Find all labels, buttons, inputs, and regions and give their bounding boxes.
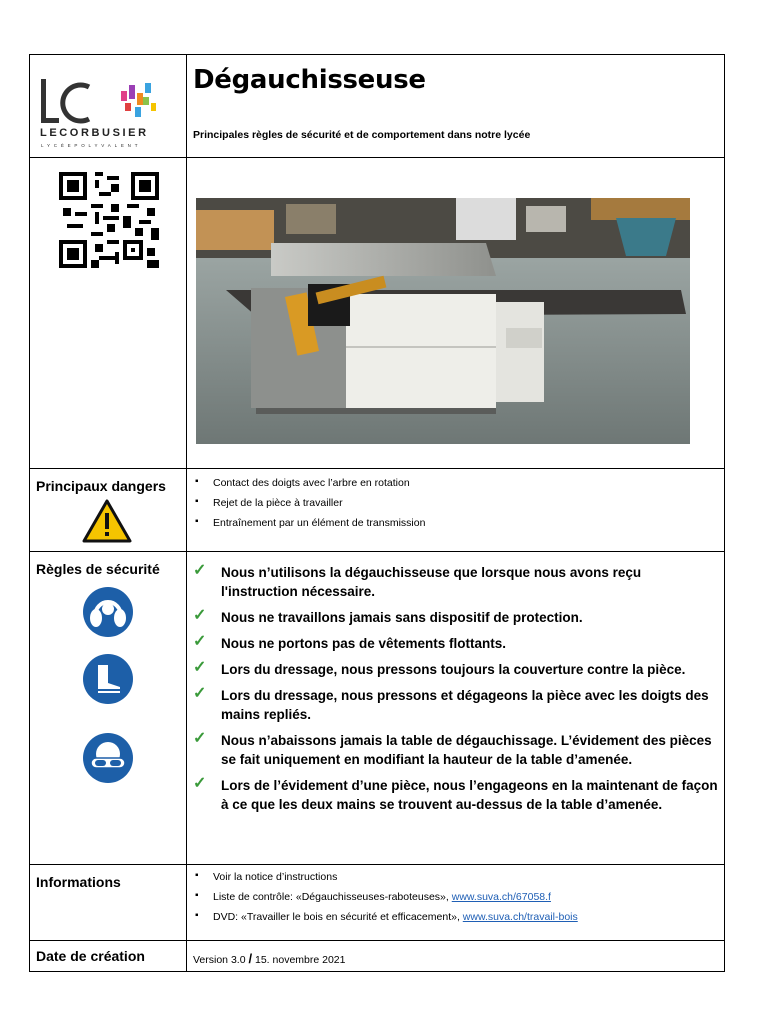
list-item <box>193 731 718 769</box>
planer-machine-photo <box>196 198 690 444</box>
rule-text: Nous n’utilisons la dégauchisseuse que lorsque nous avons reçu l'instruction nécessaire. <box>221 565 642 599</box>
logo-tagline: LYCÉEPOLYVALENT <box>41 143 142 148</box>
check-icon: ✓ <box>193 607 207 624</box>
rules-label-cell <box>30 552 187 865</box>
version-date <box>193 951 724 966</box>
dangers-list <box>193 477 724 529</box>
list-item: ▪ Rejet de la pièce à travailler <box>193 497 724 509</box>
list-item <box>193 776 718 814</box>
dangers-list-cell <box>187 469 725 552</box>
list-item: ▪ Entraînement par un élément de transmission <box>193 517 724 529</box>
list-item <box>193 686 718 724</box>
rule-text: Nous ne portons pas de vêtements flottants. <box>221 636 507 651</box>
rules-label: Règles de sécurité <box>36 561 160 577</box>
list-item <box>193 634 718 653</box>
safety-goggles-icon <box>82 732 134 784</box>
list-item <box>193 891 724 903</box>
dangers-label: Principaux dangers <box>36 478 166 494</box>
logo-wordmark: LECORBUSIER <box>40 127 149 139</box>
rule-text: Lors du dressage, nous pressons et dégageons la pièce avec les doigts des mains repliés. <box>221 688 709 722</box>
page-subtitle: Principales règles de sécurité et de comportement dans notre lycée <box>193 129 531 141</box>
list-item <box>193 563 718 601</box>
info-list-cell <box>187 865 725 941</box>
check-icon: ✓ <box>193 685 207 702</box>
rule-text: Lors de l’évidement d’une pièce, nous l’engageons en la maintenant de façon à ce que les deux mains se trouvent au-dessus de la table d’amenée. <box>221 778 718 812</box>
suva-dvd-link[interactable]: www.suva.ch/travail-bois <box>462 911 578 923</box>
creation-label-cell <box>30 941 187 972</box>
rules-list <box>193 563 718 814</box>
list-item: ▪ Voir la notice d’instructions <box>193 871 724 883</box>
list-item <box>193 608 718 627</box>
ear-protection-icon <box>82 586 134 638</box>
rules-list-cell <box>187 552 725 865</box>
check-icon: ✓ <box>193 562 207 579</box>
rule-text: Nous n’abaissons jamais la table de dégauchissage. L’évidement des pièces se fait uniquement en modifiant la hauteur de la table d’amenée. <box>221 733 712 767</box>
qr-code-icon <box>59 172 159 268</box>
check-icon: ✓ <box>193 775 207 792</box>
info-label: Informations <box>36 874 121 890</box>
photo-cell <box>187 158 725 469</box>
creation-label: Date de création <box>36 948 145 964</box>
safety-table <box>29 54 725 972</box>
list-item <box>193 911 724 923</box>
check-icon: ✓ <box>193 633 207 650</box>
warning-triangle-icon <box>82 499 132 543</box>
list-item <box>193 660 718 679</box>
info-list <box>193 871 724 923</box>
qr-cell <box>30 158 187 469</box>
page-title: Dégauchisseuse <box>193 65 426 95</box>
check-icon: ✓ <box>193 659 207 676</box>
rule-text: Nous ne travaillons jamais sans dispositif de protection. <box>221 610 583 625</box>
logo-cell <box>30 55 187 158</box>
info-text: DVD: «Travailler le bois en sécurité et efficacement», <box>213 911 463 923</box>
title-cell <box>187 55 725 158</box>
check-icon: ✓ <box>193 730 207 747</box>
separator: / <box>248 951 253 966</box>
rule-text: Lors du dressage, nous pressons toujours la couverture contre la pièce. <box>221 662 686 677</box>
dangers-label-cell <box>30 469 187 552</box>
version-text: Version 3.0 <box>193 954 249 966</box>
list-item: ▪ Contact des doigts avec l’arbre en rotation <box>193 477 724 489</box>
creation-value-cell <box>187 941 725 972</box>
safety-sheet <box>29 54 725 972</box>
suva-checklist-link[interactable]: www.suva.ch/67058.f <box>451 891 551 903</box>
info-label-cell <box>30 865 187 941</box>
date-text: 15. novembre 2021 <box>252 954 346 966</box>
safety-boots-icon <box>82 653 134 705</box>
info-text: Liste de contrôle: «Dégauchisseuses-raboteuses», <box>213 891 452 903</box>
lecorbusier-logo <box>39 79 189 129</box>
